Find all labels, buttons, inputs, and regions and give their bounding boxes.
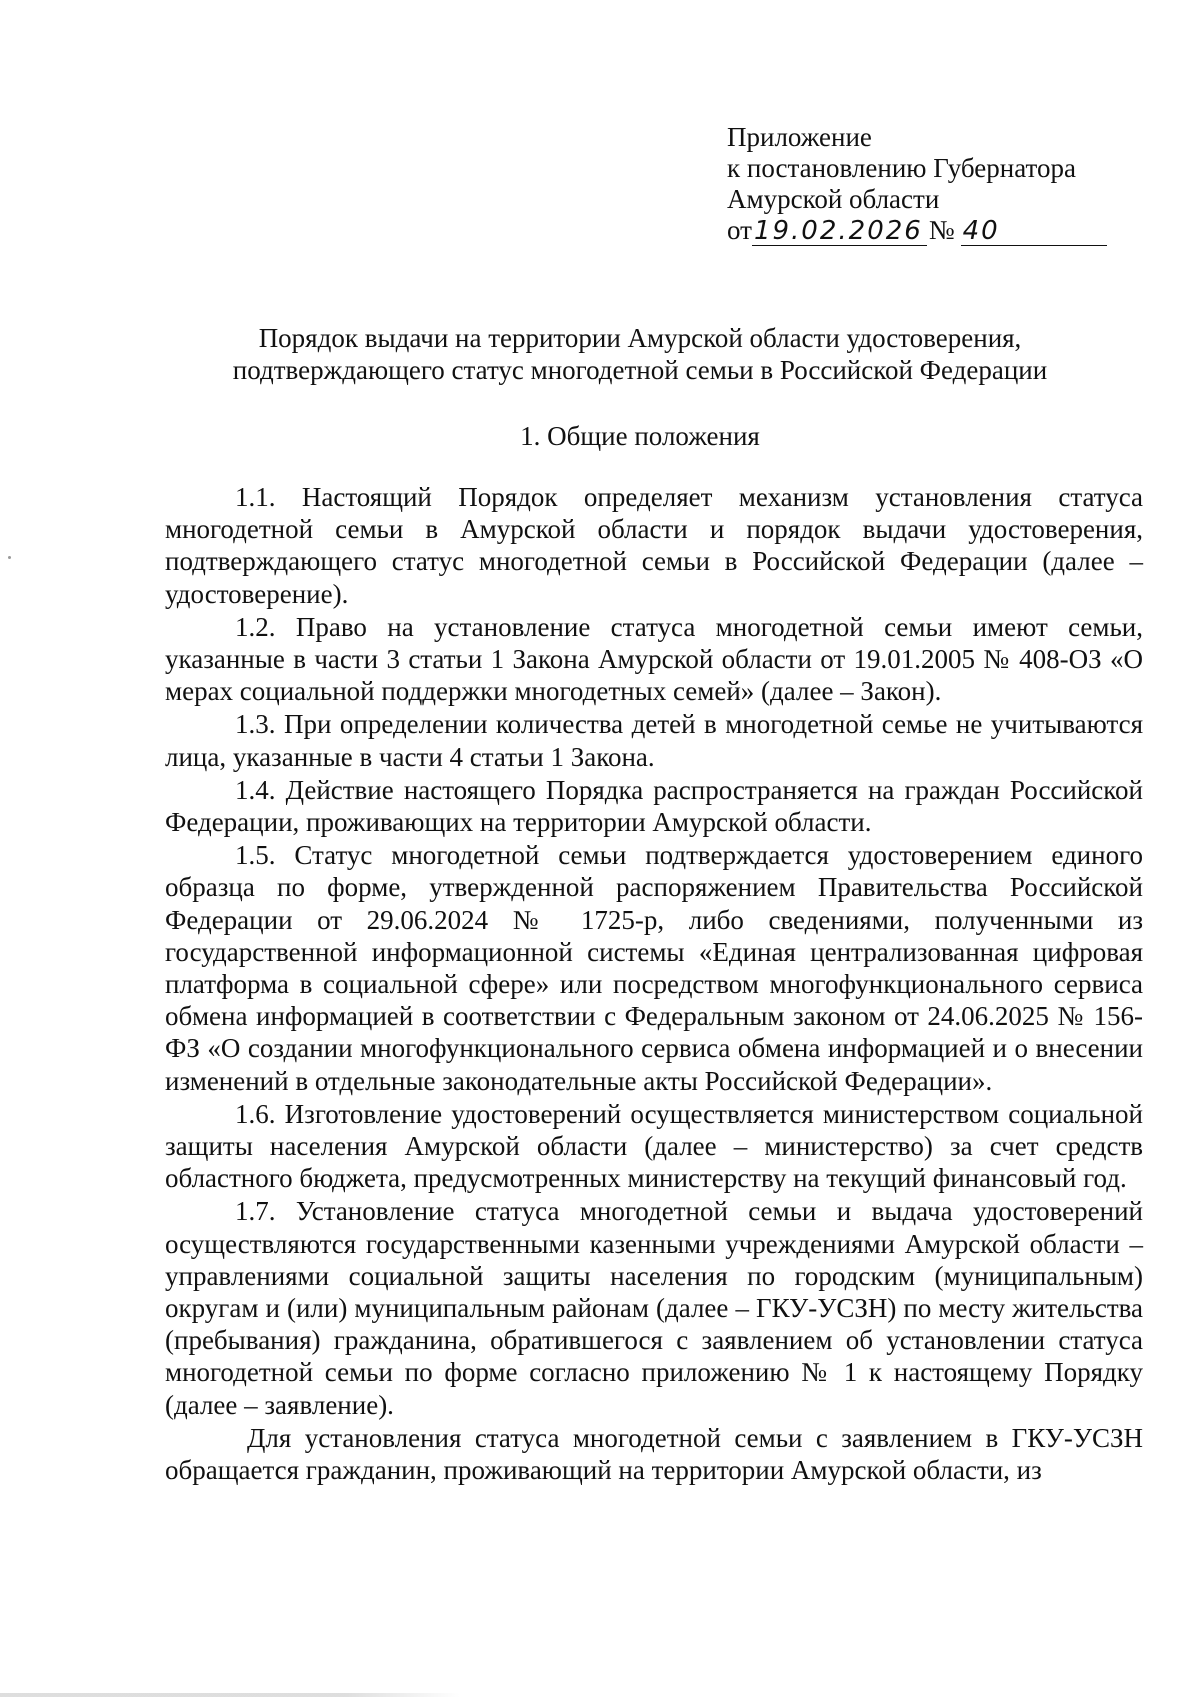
paragraph-1-7: 1.7. Установление статуса многодетной семьи и выдача удостоверений осуществляются государственными казенными учреждениями Амурской области – управлениями социальной защиты населения по городским (муниципальным) округам и (или) муниципальным районам (далее – ГКУ-УСЗН) по месту жительства (пребывания) гражданина, обратившегося с заявлением об установлении статуса многодетной семьи по форме согласно приложению № 1 к настоящему Порядку (далее – заявление).	[165, 1196, 1143, 1420]
appendix-reference: к постановлению Губернатора	[727, 153, 1076, 183]
scan-footer-strip	[0, 1693, 460, 1697]
document-title	[160, 322, 1120, 386]
number-sign: №	[928, 215, 955, 245]
paragraph-1-1: 1.1. Настоящий Порядок определяет механизм установления статуса многодетной семьи в Амурской области и порядок выдачи удостоверения, подтверждающего статус многодетной семьи в Российской Федерации (далее – удостоверение).	[165, 482, 1143, 609]
document-title-line-1: Порядок выдачи на территории Амурской области удостоверения,	[258, 323, 1022, 353]
paragraph-1-4: 1.4. Действие настоящего Порядка распространяется на граждан Российской Федерации, проживающих на территории Амурской области.	[165, 774, 1143, 838]
appendix-block	[727, 122, 1127, 246]
section-heading: 1. Общие положения	[520, 421, 760, 451]
paragraph-1-3: 1.3. При определении количества детей в многодетной семье не учитываются лица, указанные в части 4 статьи 1 Закона.	[165, 709, 1143, 772]
handwritten-number: 40	[961, 217, 1107, 246]
scan-margin-mark	[8, 556, 11, 559]
handwritten-date: 19.02.2026	[752, 217, 927, 246]
paragraph-1-6: 1.6. Изготовление удостоверений осуществляется министерством социальной защиты населения Амурской области (далее – министерство) за счет средств областного бюджета, предусмотренных министерству на текущий финансовый год.	[165, 1098, 1143, 1194]
paragraph-1-2: 1.2. Право на установление статуса многодетной семьи имеют семьи, указанные в части 3 статьи 1 Закона Амурской области от 19.01.2005 № 408-ОЗ «О мерах социальной поддержки многодетных семей» (далее – Закон).	[165, 611, 1143, 707]
document-title-line-2: подтверждающего статус многодетной семьи в Российской Федерации	[232, 355, 1048, 385]
paragraph-1-5: 1.5. Статус многодетной семьи подтверждается удостоверением единого образца по форме, утвержденной распоряжением Правительства Российской Федерации от 29.06.2024 № 1725-р, либо сведениями, полученными из государственной информационной системы «Единая централизованная цифровая платформа в социальной сфере» или посредством многофункционального сервиса обмена информацией в соответствии с Федеральным законом от 24.06.2025 № 156-ФЗ «О создании многофункционального сервиса обмена информацией и о внесении изменений в отдельные законодательные акты Российской Федерации».	[165, 840, 1143, 1096]
appendix-from-prefix: от	[727, 215, 752, 245]
appendix-date-number-line	[727, 215, 1127, 246]
document-body	[165, 481, 1143, 1486]
appendix-label: Приложение	[727, 122, 872, 152]
paragraph-1-7-continuation: Для установления статуса многодетной семьи с заявлением в ГКУ-УСЗН обращается гражданин, проживающий на территории Амурской области, из	[165, 1422, 1143, 1486]
appendix-region: Амурской области	[727, 184, 940, 214]
